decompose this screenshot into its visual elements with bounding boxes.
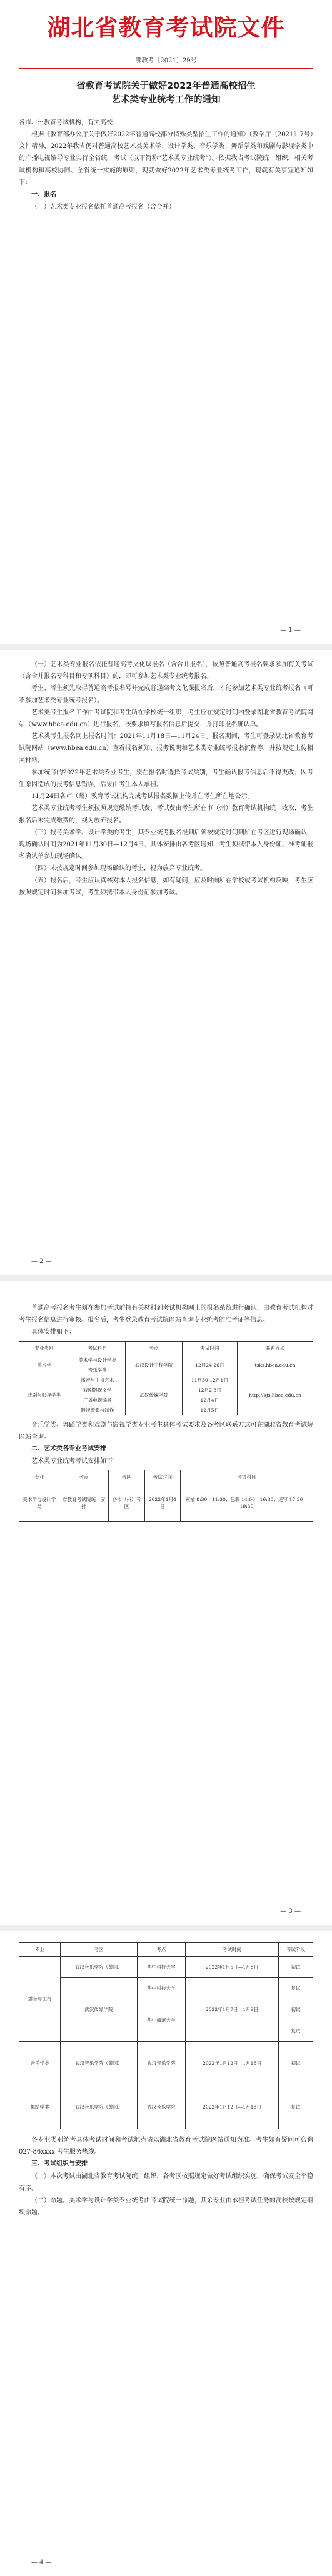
table-cell: 广播电视编导 xyxy=(69,1395,126,1405)
paragraph: 考生、考生须先取得普通高考报名号并完成普通高考文化课报名后，才能参加艺术类专业统考报名（可不参加艺术类专业统考报名）。 xyxy=(19,685,313,704)
table-cell: 戏剧与影视学类 xyxy=(19,1375,69,1415)
table-cell: 华中师范大学 xyxy=(137,1999,186,2042)
paragraph: （一）艺术类专业报名依托普通高考文化课报名（含合并报名），按照普通高考报名要求参加有关考试（含合并报名专科目和专项科目）的，即可参加艺术类专业统考报名。 xyxy=(19,661,313,681)
table-header-cell: 考试时间 xyxy=(145,1470,181,1484)
table-cell: 华中科技大学 xyxy=(137,1978,186,1999)
paragraph: 艺术类考生报名网上报名时间：2021年11月18日—11月24日。报名期间，考生可登录湖北省教育考试院网站（www.hbea.edu.cn）查看报名须知、报考说明和艺术类专业统考报名流程等，并按规定上传相关材料。 xyxy=(19,733,313,764)
org-title: 湖北省教育考试院文件 xyxy=(47,14,285,41)
table-cell: 舞蹈学类 xyxy=(19,2085,61,2129)
red-divider xyxy=(19,68,313,69)
paragraph: （一）艺术类专业报名依托普通高考报名（含合并） xyxy=(31,204,175,211)
intro-paragraph: 根据《教育部办公厅关于做好2022年普通高校部分特殊类型招生工作的通知》（教学厅〔2021〕7号）文件精神，2022年我省仍对普通高校艺术类美术学、设计学类、音乐学类、舞蹈学类和戏剧与影视学类中的广播电视编导专业实行全省统一考试（以下简称“艺术类专业统考”）。依据我省考试院统一组织，相关考试机构和高校协同、全省统一实施的原则，现就做好2022年艺术类专业统考工作，现就有关事宜通知如下： xyxy=(19,131,313,186)
page-3 xyxy=(0,1281,332,1931)
table-header-cell: 考试科目 xyxy=(69,1341,126,1355)
table-row xyxy=(19,2042,313,2085)
table-row xyxy=(19,2085,313,2129)
paragraph: （三）报考美术学、设计学类的考生，其专业统考报名报到后须按规定时间到所在考区进行现场确认，现场确认时间为2021年11月30日—12月4日，具体安排由各考区通知，考生须携带本人身份证、准考证报名确认单参加现场确认。 xyxy=(19,829,313,861)
table-header-row xyxy=(19,1943,313,1957)
table-row xyxy=(19,1375,313,1385)
paragraph: （一）本次考试由湖北省教育考试院统一组织，各考区按照规定做好考试组织实施，确保考试安全平稳有序。 xyxy=(19,2173,313,2192)
table-header-cell: 考点 xyxy=(137,1943,186,1957)
table-header-cell: 考区 xyxy=(108,1470,144,1484)
table-header-row xyxy=(19,1341,313,1355)
schedule-table-2 xyxy=(19,1470,313,1522)
paragraph: 艺术类专业统考考生须按照规定缴纳考试费，考试费由考生所在市（州）教育考试机构统一收取，考生报名后未完成缴费的，视为放弃报名。 xyxy=(19,805,313,824)
table-header-row xyxy=(19,1470,313,1484)
paragraph: （五）报名后，考生应认真核对本人报名信息，如有疑问，应及时向所在学校或考试机构反映，考生应按照规定时间参加考试，考生须携带本人身份证参加考试。 xyxy=(19,877,313,896)
table-cell: 11月30-12月1日 xyxy=(182,1375,237,1385)
paragraph: 普通高考报名考生须在参加考试前持有关材料到考试机构网上的报名系统进行确认，由教育考试机构对考生报名信息进行审核。报名后，考生登录教育考试院网站查询专业统考的准考证等信息。 xyxy=(19,1305,313,1324)
table-cell: 武汉音乐学院 xyxy=(137,2085,186,2129)
table-cell: 2022年1月4日 xyxy=(145,1484,181,1522)
table-header-cell: 考点 xyxy=(126,1341,182,1355)
table-header-cell: 专业 xyxy=(19,1470,59,1484)
table-cell: 2022年1月5日—1月8日 xyxy=(186,1957,279,1978)
paragraph: 11月24日各市（州）教育考试机构完成考试报名数据上传并在考生所在地公示。 xyxy=(31,793,254,801)
doc-title-line-2: 艺术类专业统考工作的通知 xyxy=(111,95,221,105)
table-cell: 华中科技大学 xyxy=(137,1957,186,1978)
table-cell: 2022年1月12日—1月18日 xyxy=(186,2085,279,2129)
table-cell: 初试 xyxy=(278,2042,313,2085)
table-cell: 初试 xyxy=(278,1957,313,1978)
table-cell: 美术学与设计学类 xyxy=(69,1355,126,1365)
table-header-cell: 考点 xyxy=(59,1470,109,1484)
table-cell: 初试 xyxy=(278,1999,313,2020)
table-header-cell: 专业类别 xyxy=(19,1341,69,1355)
table-header-cell: 考区 xyxy=(61,1943,137,1957)
table-cell: tsks.hbea.edu.cn xyxy=(237,1355,313,1375)
table-header-cell: 联系方式 xyxy=(237,1341,313,1355)
table-header-cell: 考试阶段 xyxy=(278,1943,313,1957)
table-cell: 武汉传媒学院 xyxy=(126,1375,182,1415)
table-cell: 复试 xyxy=(278,2085,313,2129)
table-row xyxy=(19,1957,313,1978)
paragraph: 具体安排如下： xyxy=(31,1329,75,1336)
addressee: 各市、州教育考试机构，有关高校： xyxy=(19,119,119,126)
table-cell: 音乐学类 xyxy=(69,1365,126,1375)
doc-number: 鄂教考〔2021〕29号 xyxy=(135,57,197,64)
table-cell: 武汉设计工程学院 xyxy=(126,1355,182,1375)
table-cell: 12月2-3日 xyxy=(182,1385,237,1395)
page-1 xyxy=(0,0,332,650)
doc-title-line-1: 省教育考试院关于做好2022年普通高校招生 xyxy=(76,81,256,91)
section-heading-2: 二、艺术类各专业考试安排 xyxy=(31,1445,106,1453)
paragraph: 艺术类考生报名工作由考试院和考生所在学校统一组织，考生应在规定时间内登录湖北省教育考试院网站（www.hbea.edu.cn）进行报名，按要求填写报名信息后提交，并打印报名确认单。 xyxy=(19,709,313,729)
table-cell: 播音与主持艺术 xyxy=(69,1375,126,1385)
table-cell: 戏剧影视文学 xyxy=(69,1385,126,1395)
page-4 xyxy=(0,1931,332,2576)
table-cell: 美术学与设计学类 xyxy=(19,1484,59,1522)
table-cell: 省教育考试院统一安排 xyxy=(59,1484,109,1522)
schedule-table-1 xyxy=(19,1341,313,1415)
table-cell: 2022年1月7日—1月9日 xyxy=(186,1978,279,2042)
table-header-cell: 考试时间 xyxy=(186,1943,279,1957)
table-cell: 各市（州）考区 xyxy=(108,1484,144,1522)
table-row xyxy=(19,1978,313,1999)
paragraph: 艺术类专业统考考试安排如下： xyxy=(31,1458,119,1465)
section-heading-1: 一、报名 xyxy=(31,191,56,199)
page-number: — 1 — xyxy=(280,627,301,634)
table-cell: 武汉音乐学院（黄冈） xyxy=(61,2085,137,2129)
table-cell: 2022年1月12日—1月18日 xyxy=(186,2042,279,2085)
table-cell: 武汉传媒学院 xyxy=(61,1978,137,2042)
table-cell: 武汉音乐学院（黄冈） xyxy=(61,2042,137,2085)
table-cell: 影视摄影与制作 xyxy=(69,1405,126,1415)
schedule-table-3 xyxy=(19,1942,313,2129)
table-cell: 武汉音乐学院 xyxy=(137,2042,186,2085)
paragraph: 各专业类别统考具体考试时间和考试地点请以湖北省教育考试院网站通知为准。考生如有疑问可咨询 027-86xxxx 考生服务热线。 xyxy=(19,2137,313,2156)
table-header-cell: 考试科目 xyxy=(180,1470,313,1484)
table-cell: 武汉音乐学院（黄冈） xyxy=(61,1957,137,1978)
page-number: — 4 — xyxy=(31,2559,52,2566)
table-cell: 素描 8:30—11:30；色彩 14:00—16:30；速写 17:30—19:30 xyxy=(180,1484,313,1522)
section-heading-3: 三、考试组织与安排 xyxy=(31,2160,88,2168)
table-cell: 12月4日 xyxy=(182,1395,237,1405)
table-cell: 复试 xyxy=(278,1978,313,1999)
table-cell: 音乐学类 xyxy=(19,2042,61,2085)
table-cell: http://kjs.hbea.edu.cn xyxy=(237,1375,313,1415)
table-row xyxy=(19,1484,313,1522)
table-cell: 复试 xyxy=(278,2020,313,2042)
table-cell: 12月5日 xyxy=(182,1405,237,1415)
paragraph: （二）命题。美术学与设计学类专业统考由考试院统一命题，其余专业由承担考试任务的高校按规定组织命题。 xyxy=(19,2197,313,2217)
paragraph: 音乐学类、舞蹈学类和戏剧与影视学类专业考生具体考试要求及各考区联系方式可在湖北省教育考试院网站查询。 xyxy=(19,1421,313,1440)
table-row xyxy=(19,1355,313,1365)
table-header-cell: 专业 xyxy=(19,1943,61,1957)
paragraph: 参加统考的2022年艺术类专业考生，须在报名时选择考试类别，考生确认报考信息后不得更改；因考生原因造成的报考信息错误，后果由考生本人承担。 xyxy=(19,769,313,789)
table-cell: 12月24-26日 xyxy=(182,1355,237,1375)
page-number: — 2 — xyxy=(31,1258,52,1265)
page-number: — 3 — xyxy=(280,1908,301,1915)
page-2 xyxy=(0,650,332,1281)
table-cell: 播音与主持 xyxy=(19,1957,61,2042)
table-cell: 美术学 xyxy=(19,1355,69,1375)
table-header-cell: 考试时间 xyxy=(182,1341,237,1355)
paragraph: （四）未按规定时间参加现场确认的考生，视为放弃专业统考。 xyxy=(31,865,206,872)
